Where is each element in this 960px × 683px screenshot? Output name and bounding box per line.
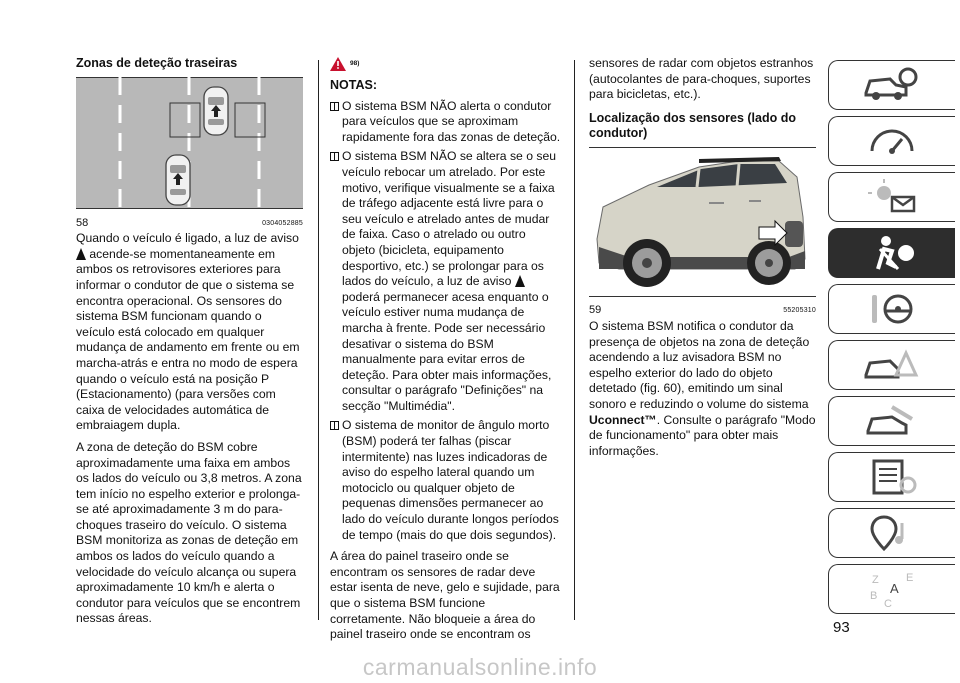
column-divider	[318, 60, 319, 620]
car-top-view-lower	[166, 155, 190, 205]
column-1	[76, 56, 303, 633]
tab-in-emergency[interactable]	[828, 340, 955, 390]
breakdown-car-icon	[862, 345, 922, 385]
bsm-warning-light-icon	[515, 275, 525, 287]
svg-text:A: A	[890, 581, 899, 596]
note-book-icon	[330, 102, 339, 111]
warning-triangle-icon	[330, 57, 346, 71]
multimedia-icon	[862, 513, 922, 553]
dashboard-gauge-icon	[862, 121, 922, 161]
chapter-tabs	[828, 60, 957, 620]
figure-59	[589, 147, 816, 319]
steering-wrench-icon	[862, 289, 922, 329]
section-heading-rear-zones: Zonas de deteção traseiras	[76, 56, 238, 70]
car-top-view-upper	[204, 87, 228, 135]
column-3	[589, 56, 817, 465]
tab-technical-data[interactable]	[828, 452, 955, 502]
figure-code: 0304052885	[262, 219, 303, 227]
warning-reference: 98)	[330, 56, 562, 72]
paragraph-continued: sensores de radar com objetos estranhos (autocolantes de para-choques, suportes para bicicletas, etc.).	[589, 56, 814, 102]
tab-servicing[interactable]	[828, 396, 955, 446]
svg-text:E: E	[906, 572, 914, 584]
watermark-footer: carmanualsonline.info	[362, 654, 598, 680]
note-1: O sistema BSM NÃO alerta o condutor para veículos que se aproximam rapidamente fora das zonas de deteção.	[330, 99, 562, 146]
tab-getting-to-know[interactable]	[828, 60, 955, 110]
rear-detection-zones-diagram	[76, 77, 303, 209]
tab-safety[interactable]	[828, 228, 955, 278]
notes-heading: NOTAS:	[330, 77, 377, 92]
car-info-icon	[862, 65, 922, 105]
column-2	[330, 56, 562, 649]
paragraph-rear-panel: A área do painel traseiro onde se encontram os sensores de radar deve estar isenta de neve, gelo e sujidade, para que o sistema BSM funcione corretamente. Não bloqueie a área do painel traseiro onde se encontram os	[330, 549, 560, 642]
paragraph-notification: O sistema BSM notifica o condutor da presença de objetos na zona de deteção acendendo a luz avisadora BSM no espelho exterior do lado do objeto detetado (fig. 60), emitindo um sinal sonoro e reduzindo o volume do sistema Uconnect™. Consulte o parágrafo "Modo de funcionamento" para obter mais informações.	[589, 318, 816, 458]
note-book-icon	[330, 421, 339, 430]
safety-airbag-icon	[862, 233, 922, 273]
section-heading-sensor-location: Localização dos sensores (lado do condutor)	[589, 110, 797, 140]
paragraph-warning-light: Quando o veículo é ligado, a luz de aviso acende-se momentaneamente em ambos os retrovisores exteriores para informar o condutor de que o sistema se encontra operacional. Os sensores do sistema BSM funcionam quando o veículo está colocado em qualquer mudança de andamento em frente ou em marcha-atrás e entra no modo de espera quando o veículo está na posição P (Estacionamento) (para versões com caixa de velocidades automática de embraiagem dupla.	[76, 231, 300, 433]
bsm-warning-light-icon	[76, 248, 86, 260]
figure-code: 55205310	[783, 307, 816, 315]
page-number: 93	[833, 619, 850, 636]
maintenance-car-icon	[862, 401, 922, 441]
specs-list-icon	[862, 457, 922, 497]
tab-multimedia[interactable]	[828, 508, 955, 558]
figure-number: 58	[76, 216, 89, 229]
svg-text:Z: Z	[872, 574, 879, 586]
note-2: O sistema BSM NÃO se altera se o seu veículo rebocar um atrelado. Por este motivo, verifique visualmente se a faixa de tráfego adjacente está livre para o seu veículo e atrelado antes de mudar de faixa. Caso o atrelado ou outro objeto (bicicleta, equipamento desportivo, etc.) se prolongar para os lados do veículo, a luz de aviso poderá permanecer acesa enquanto o veículo estiver numa mudança de marcha à frente. Pode ser necessário desativar o sistema do BSM manualmente para evitar erros de deteção. Para obter mais informações, consultar o parágrafo "Definições" na secção "Multimédia".	[330, 149, 562, 414]
tab-index[interactable]	[828, 564, 955, 614]
svg-text:B: B	[870, 590, 878, 602]
column-divider	[574, 60, 575, 620]
tab-lights[interactable]	[828, 172, 955, 222]
svg-text:C: C	[884, 598, 892, 609]
figure-58	[76, 77, 303, 231]
tab-starting-driving[interactable]	[828, 284, 955, 334]
note-3: O sistema de monitor de ângulo morto (BSM) poderá ter falhas (piscar intermitente) nas luzes indicadoras de aviso do espelho lateral quando um motociclo ou qualquer objeto de pequenas dimensões permanecer ao lado do veículo durante longos períodos de tempo (mais do que dois segundos).	[330, 418, 562, 543]
note-book-icon	[330, 152, 339, 161]
tab-instrument-panel[interactable]	[828, 116, 955, 166]
paragraph-detection-zone: A zona de deteção do BSM cobre aproximadamente uma faixa em ambos os lados do veículo ou 3,8 metros. A zona tem início no espelho exterior e prolonga-se até aproximadamente 3 m do para-choques traseiro do veículo. O sistema BSM monitoriza as zonas de deteção em ambos os lados do veículo quando a velocidade do veículo alcança ou supera aproximadamente 10 km/h e alerta o condutor para veículos que se encontrem nessas áreas.	[76, 439, 302, 626]
index-abc-icon	[862, 569, 922, 609]
suv-side-view-photo	[589, 147, 816, 297]
lights-envelope-icon	[862, 177, 922, 217]
figure-number: 59	[589, 304, 602, 317]
